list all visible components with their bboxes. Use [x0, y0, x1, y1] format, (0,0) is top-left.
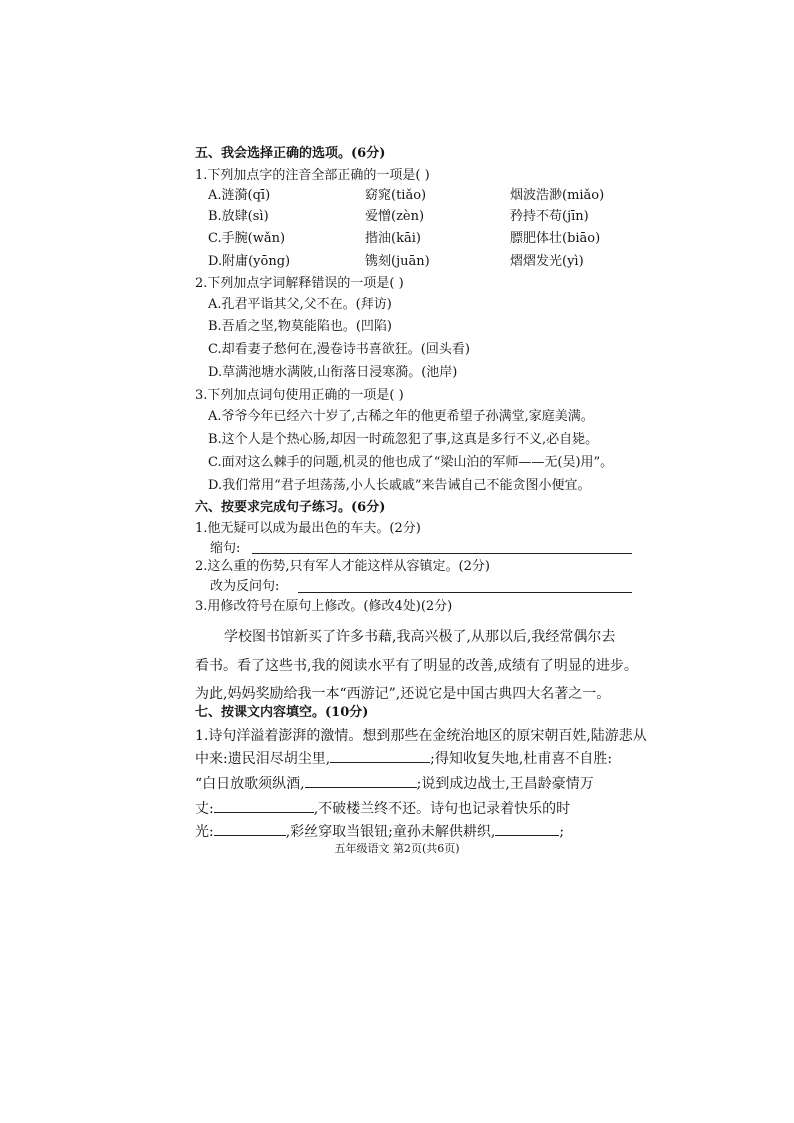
- q3-option-d: D.我们常用“君子坦荡荡,小人长戚戚”来告诫自己不能贪图小便宜。: [208, 478, 591, 493]
- s7-line5-text-b: ,彩丝穿取当银钮;童孙未解供耕织,: [285, 824, 496, 840]
- s7-line4-text-b: ,不破楼兰终不还。诗句也记录着快乐的时: [313, 801, 571, 817]
- s7-blank-1[interactable]: [330, 750, 430, 763]
- s6-q3-passage-line3: 为此,妈妈奖励给我一本“西游记”,还说它是中国古典四大名著之一。: [195, 686, 611, 702]
- s6-q2-label: 改为反问句:: [210, 579, 280, 594]
- q1-option-d2: 镌刻(juān): [365, 254, 430, 269]
- s6-q1-stem: 1.他无疑可以成为最出色的车夫。(2分): [195, 521, 421, 536]
- q2-option-b: B.吾盾之坚,物莫能陷也。(凹陷): [208, 319, 392, 334]
- s6-q3-passage-line1: 学校图书馆新买了许多书藉,我高兴极了,从那以后,我经常偶尔去: [224, 629, 616, 645]
- page-footer: 五年级语文 第2页(共6页): [334, 842, 460, 855]
- s7-line5-text-c: ;: [559, 824, 565, 840]
- q2-option-d: D.草满池塘水满陂,山衔落日浸寒漪。(池岸): [208, 365, 458, 380]
- q1-stem: 1.下列加点字的注音全部正确的一项是( ): [195, 168, 430, 183]
- s7-line4-text-a: 丈:: [195, 801, 214, 817]
- q2-stem: 2.下列加点字词解释错误的一项是( ): [195, 276, 404, 291]
- section7-title: 七、按课文内容填空。(10分): [195, 705, 369, 720]
- s7-blank-3[interactable]: [214, 800, 314, 813]
- q1-option-d1: D.附庸(yōng): [208, 254, 291, 269]
- q3-option-a: A.爷爷今年已经六十岁了,古稀之年的他更希望子孙满堂,家庭美满。: [208, 409, 594, 424]
- q1-option-b3: 矜持不苟(jīn): [510, 209, 589, 224]
- section5-title: 五、我会选择正确的选项。(6分): [195, 146, 386, 161]
- q1-option-c3: 膘肥体壮(biāo): [510, 231, 601, 246]
- q1-option-c2: 揩油(kāi): [365, 231, 421, 246]
- s7-blank-5[interactable]: [495, 823, 559, 836]
- s6-q3-passage-line2: 看书。看了这些书,我的阅读水平有了明显的改善,成绩有了明显的进步。: [195, 658, 638, 674]
- s7-line5-text-a: 光:: [195, 824, 214, 840]
- s6-q3-stem: 3.用修改符号在原句上修改。(修改4处)(2分): [195, 599, 453, 614]
- q2-option-c: C.却看妻子愁何在,漫卷诗书喜欲狂。(回头看): [208, 342, 470, 357]
- q1-option-a2: 窈窕(tiǎo): [365, 188, 427, 203]
- section6-title: 六、按要求完成句子练习。(6分): [195, 500, 386, 515]
- q1-option-a3: 烟波浩渺(miǎo): [510, 188, 605, 203]
- s7-line4: [195, 800, 570, 818]
- s7-line5: [195, 823, 564, 841]
- q1-option-b2: 爱憎(zèn): [365, 209, 425, 224]
- s7-line3-text-a: “白日放歌须纵酒,: [195, 776, 305, 792]
- s7-blank-2[interactable]: [305, 775, 417, 788]
- q2-option-a: A.孔君平诣其父,父不在。(拜访): [208, 297, 392, 312]
- s7-line2-text-a: 中来:遗民泪尽胡尘里,: [195, 751, 331, 767]
- q1-option-c1: C.手腕(wǎn): [208, 231, 286, 246]
- q3-stem: 3.下列加点词句使用正确的一项是( ): [195, 388, 404, 403]
- q3-option-c: C.面对这么棘手的问题,机灵的他也成了“梁山泊的军师——无(吴)用”。: [208, 455, 614, 470]
- q1-option-b1: B.放肆(sì): [208, 209, 269, 224]
- s7-blank-4[interactable]: [214, 823, 286, 836]
- s7-line2: [195, 750, 612, 768]
- s7-line1: 1.诗句洋溢着澎湃的激情。想到那些在金统治地区的原宋朝百姓,陆游悲从: [195, 728, 647, 744]
- q1-option-d3: 熠熠发光(yì): [510, 254, 584, 269]
- s6-q1-label: 缩句:: [210, 541, 241, 556]
- s7-line3-text-b: ;说到成边战士,王昌龄豪情万: [416, 776, 594, 792]
- q3-option-b: B.这个人是个热心肠,却因一时疏忽犯了事,这真是多行不义,必自毙。: [208, 432, 599, 447]
- s6-q2-stem: 2.这么重的伤势,只有军人才能这样从容镇定。(2分): [195, 559, 490, 574]
- s6-q2-answer-line[interactable]: [298, 592, 632, 593]
- q1-option-a1: A.涟漪(qī): [208, 188, 271, 203]
- s6-q1-answer-line[interactable]: [252, 553, 632, 554]
- s7-line3: [195, 775, 594, 793]
- s7-line2-text-b: ;得知收复失地,杜甫喜不自胜:: [430, 751, 613, 767]
